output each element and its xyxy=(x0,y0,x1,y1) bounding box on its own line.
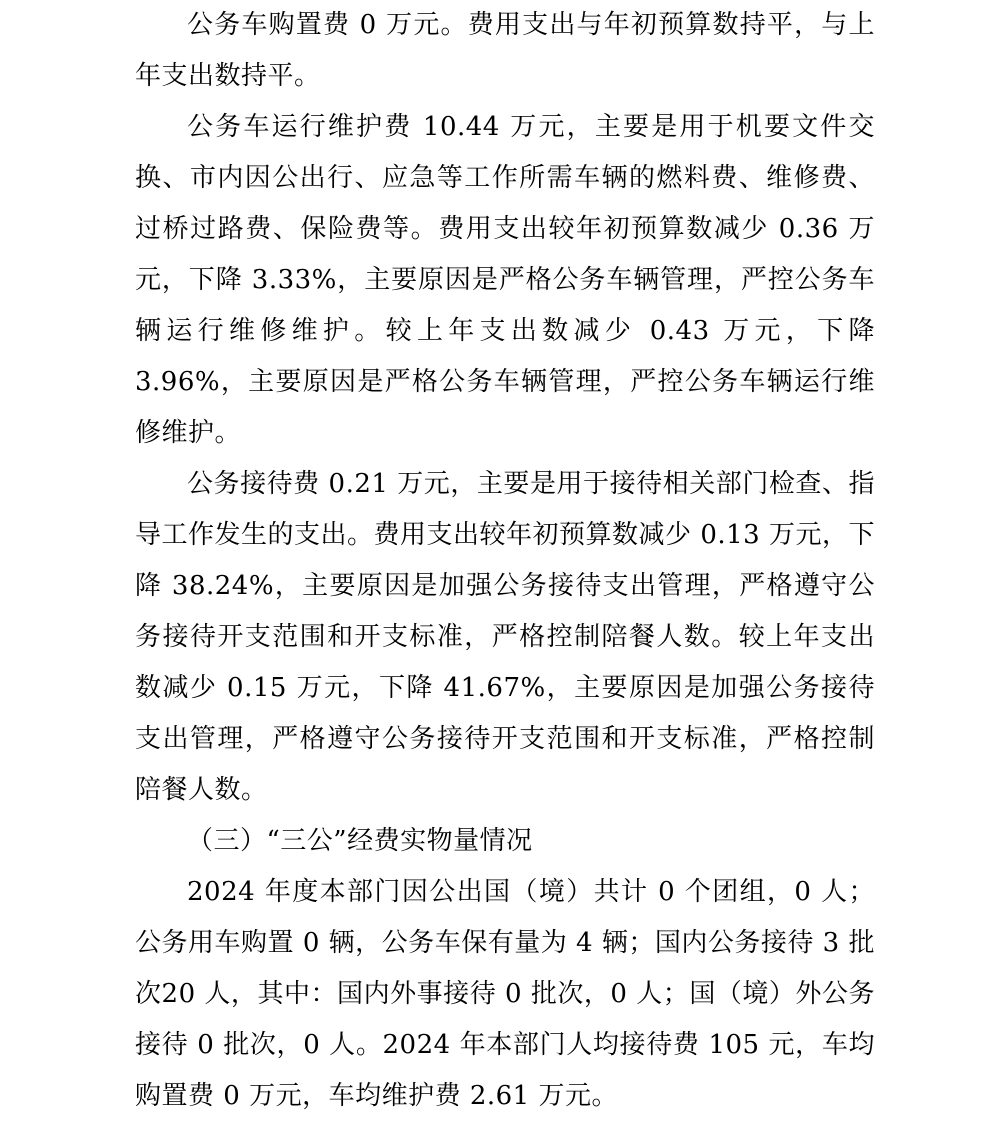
paragraph-reception-expense: 公务接待费 0.21 万元，主要是用于接待相关部门检查、指导工作发生的支出。费用支出较年初预算数减少 0.13 万元，下降 38.24%，主要原因是加强公务接待支出管理，严格遵守公务接待开支范围和开支标准，严格控制陪餐人数。较上年支出数减少 0.15 万元，下降 41.67%，主要原因是加强公务接待支出管理，严格遵守公务接待开支范围和开支标准，严格控制陪餐人数。 xyxy=(135,469,875,805)
paragraph-physical-quantities: 2024 年度本部门因公出国（境）共计 0 个团组，0 人；公务用车购置 0 辆，公务车保有量为 4 辆；国内公务接待 3 批次20 人，其中：国内外事接待 0 批次，0 人；国（境）外公务接待 0 批次，0 人。2024 年本部门人均接待费 105 元，车均购置费 0 万元，车均维护费 2.61 万元。 xyxy=(135,877,875,1111)
document-page xyxy=(135,0,875,1122)
paragraph-vehicle-purchase: 公务车购置费 0 万元。费用支出与年初预算数持平，与上年支出数持平。 xyxy=(135,10,875,91)
paragraph-vehicle-maintenance: 公务车运行维护费 10.44 万元，主要是用于机要文件交换、市内因公出行、应急等工作所需车辆的燃料费、维修费、过桥过路费、保险费等。费用支出较年初预算数减少 0.36 万元，下降 3.33%，主要原因是严格公务车辆管理，严控公务车辆运行维修维护。较上年支出数减少 0.43 万元，下降 3.96%，主要原因是严格公务车辆管理，严控公务车辆运行维修维护。 xyxy=(135,112,875,448)
section-heading: （三）“三公”经费实物量情况 xyxy=(187,826,533,856)
